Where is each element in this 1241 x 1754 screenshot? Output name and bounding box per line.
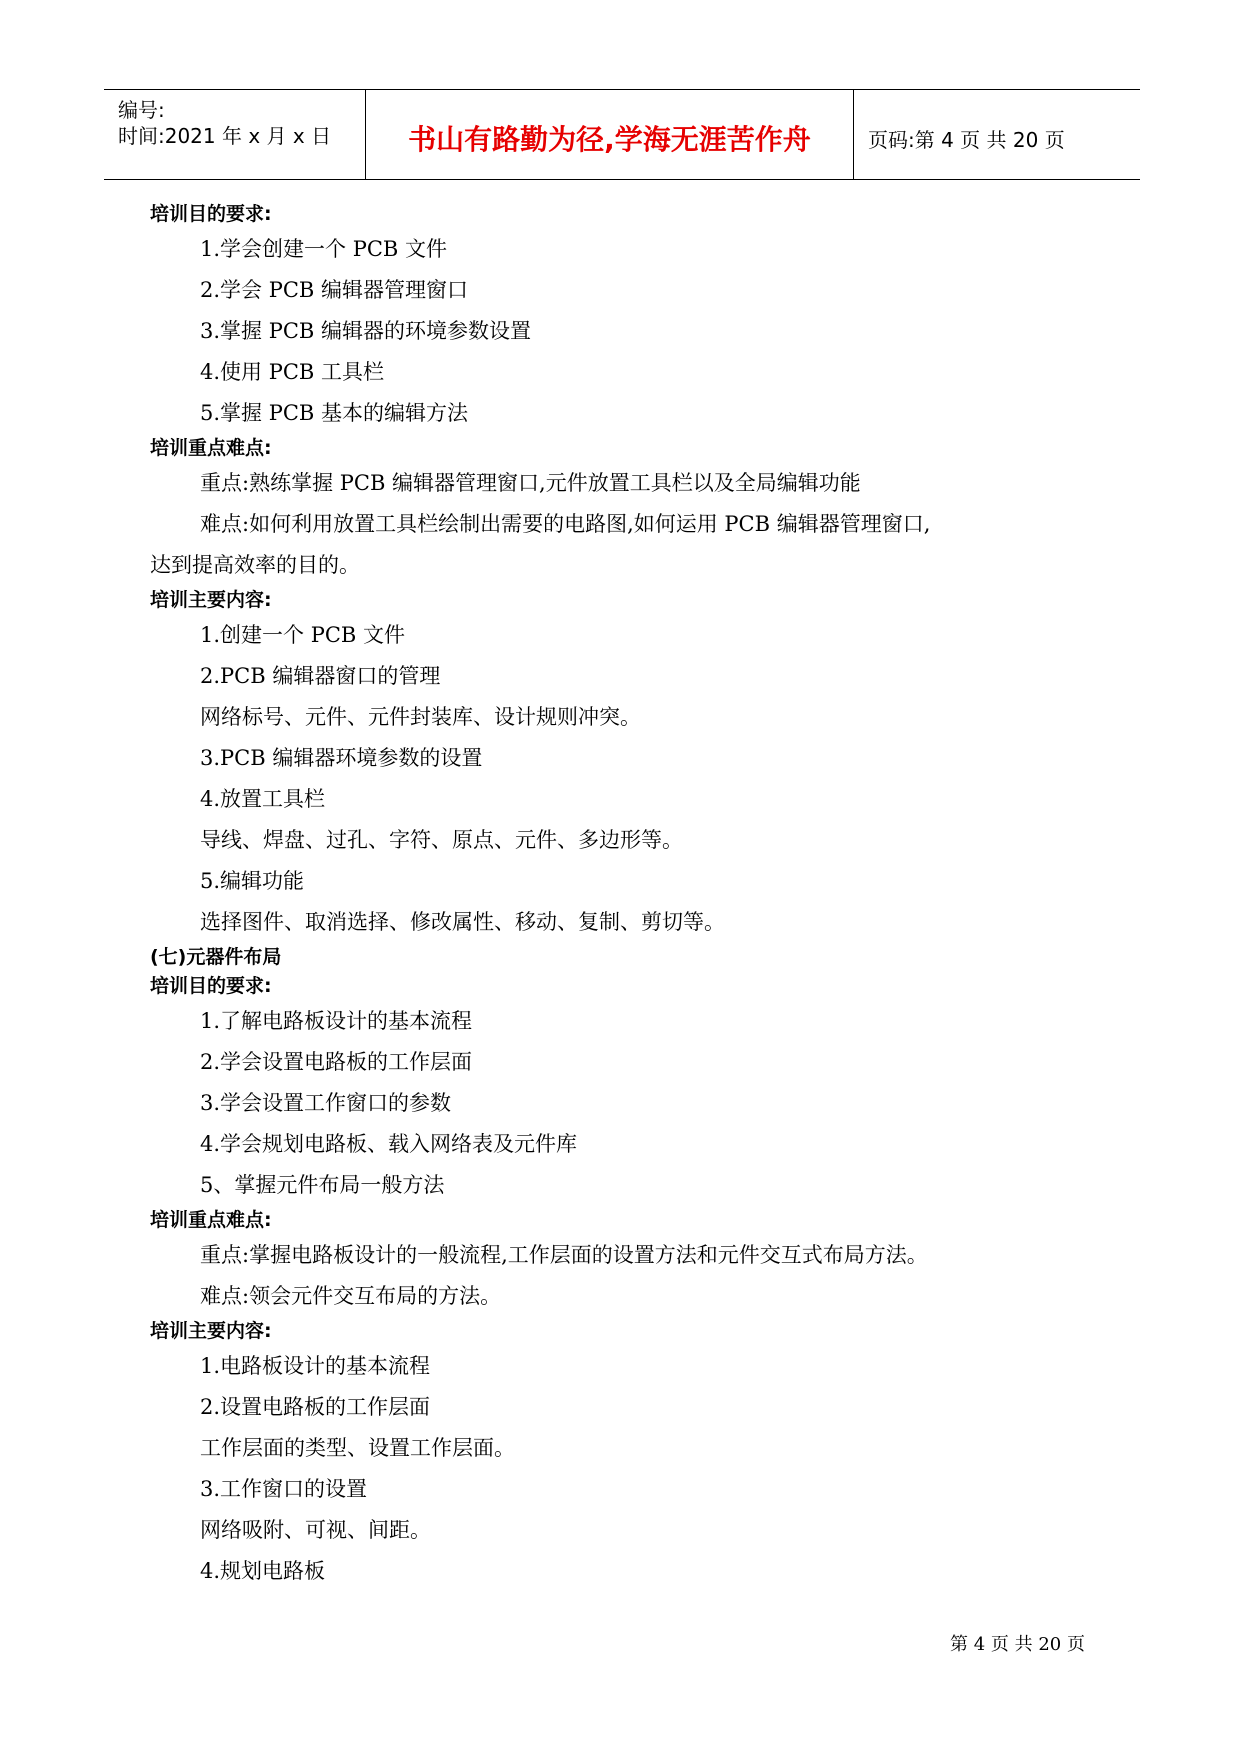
paragraph-line: 1.电路板设计的基本流程 — [200, 1354, 431, 1378]
paragraph-line: 2.学会设置电路板的工作层面 — [200, 1050, 473, 1074]
paragraph-line: 1.了解电路板设计的基本流程 — [200, 1009, 473, 1033]
header-motto: 书山有路勤为径,学海无涯苦作舟 — [408, 123, 811, 156]
paragraph-line: 5.编辑功能 — [200, 869, 305, 893]
paragraph-line: 4.规划电路板 — [200, 1559, 326, 1583]
header-page-info: 页码:第 4 页 共 20 页 — [868, 128, 1065, 152]
paragraph-line: 3.PCB 编辑器环境参数的设置 — [200, 746, 483, 770]
paragraph-line: 5、掌握元件布局一般方法 — [200, 1173, 445, 1197]
paragraph-line: 选择图件、取消选择、修改属性、移动、复制、剪切等。 — [200, 910, 725, 934]
paragraph-line: 重点:掌握电路板设计的一般流程,工作层面的设置方法和元件交互式布局方法。 — [200, 1243, 928, 1267]
header-motto-cell — [366, 90, 854, 179]
section-heading: (七)元器件布局 — [150, 946, 282, 968]
paragraph-line: 工作层面的类型、设置工作层面。 — [200, 1436, 515, 1460]
section-heading: 培训主要内容: — [150, 1320, 272, 1342]
header-page-cell — [854, 90, 1140, 179]
paragraph-line: 2.PCB 编辑器窗口的管理 — [200, 664, 441, 688]
paragraph-line: 3.工作窗口的设置 — [200, 1477, 368, 1501]
section-heading: 培训目的要求: — [150, 975, 272, 997]
paragraph-line: 网络标号、元件、元件封装库、设计规则冲突。 — [200, 705, 641, 729]
paragraph-line: 4.放置工具栏 — [200, 787, 326, 811]
section-heading: 培训目的要求: — [150, 203, 272, 225]
paragraph-continuation: 达到提高效率的目的。 — [150, 553, 360, 577]
paragraph-line: 4.学会规划电路板、载入网络表及元件库 — [200, 1132, 578, 1156]
paragraph-line: 网络吸附、可视、间距。 — [200, 1518, 431, 1542]
document-body — [150, 200, 1110, 1592]
paragraph-line: 难点:领会元件交互布局的方法。 — [200, 1284, 502, 1308]
section-heading: 培训重点难点: — [150, 437, 272, 459]
page-header — [104, 89, 1140, 180]
document-number-label: 编号: — [118, 98, 165, 122]
paragraph-line: 重点:熟练掌握 PCB 编辑器管理窗口,元件放置工具栏以及全局编辑功能 — [200, 471, 861, 495]
header-meta-cell — [104, 90, 366, 179]
paragraph-line: 难点:如何利用放置工具栏绘制出需要的电路图,如何运用 PCB 编辑器管理窗口, — [200, 512, 931, 536]
paragraph-line: 导线、焊盘、过孔、字符、原点、元件、多边形等。 — [200, 828, 683, 852]
paragraph-line: 2.设置电路板的工作层面 — [200, 1395, 431, 1419]
paragraph-line: 4.使用 PCB 工具栏 — [200, 360, 385, 384]
paragraph-line: 2.学会 PCB 编辑器管理窗口 — [200, 278, 469, 302]
paragraph-line: 1.学会创建一个 PCB 文件 — [200, 237, 448, 261]
paragraph-line: 3.掌握 PCB 编辑器的环境参数设置 — [200, 319, 532, 343]
page-footer: 第 4 页 共 20 页 — [950, 1634, 1085, 1655]
paragraph-line: 1.创建一个 PCB 文件 — [200, 623, 406, 647]
paragraph-line: 3.学会设置工作窗口的参数 — [200, 1091, 452, 1115]
paragraph-line: 5.掌握 PCB 基本的编辑方法 — [200, 401, 469, 425]
section-heading: 培训重点难点: — [150, 1209, 272, 1231]
document-time-label: 时间:2021 年 x 月 x 日 — [118, 124, 332, 148]
section-heading: 培训主要内容: — [150, 589, 272, 611]
